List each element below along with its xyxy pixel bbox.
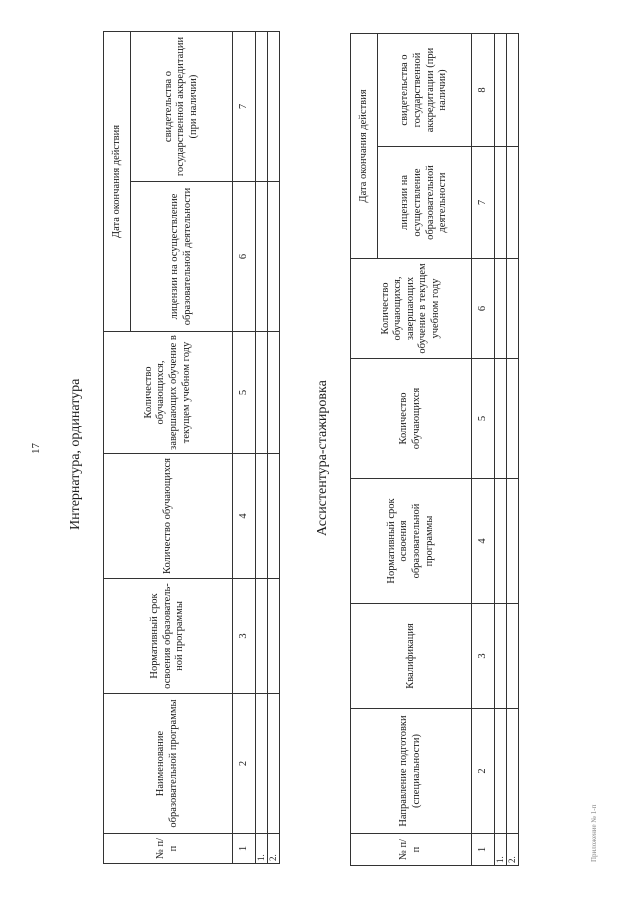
row-label: 1. [495,834,507,866]
header-accreditation: свидетельства о государственной аккредитации (при наличии) [378,34,472,147]
header-students: Количество обучающихся [104,454,233,579]
internship-table-wrap [103,31,280,864]
header-no: № п/п [104,834,233,864]
header-direction: Направление подготовки (специальности) [351,709,472,834]
col-number: 7 [472,147,495,259]
header-qualification: Квалификация [351,604,472,709]
header-license: лицензии на осуществление образовательной деятельности [378,147,472,259]
header-finishing: Количество обучающихся, завершающих обучение в текущем учебном году [351,259,472,359]
row-label: 2. [506,834,518,866]
table-row [506,34,518,866]
col-number: 4 [233,454,256,579]
col-number: 2 [233,694,256,834]
col-number: 1 [233,834,256,864]
row-label: 2. [267,834,279,864]
section-title-internship: Интернатура, ординатура [68,378,83,530]
page-number: 17 [30,443,42,454]
header-normative-term: Нормативный срок освоения образователь-ной программы [104,579,233,694]
col-number: 2 [472,709,495,834]
col-number: 3 [233,579,256,694]
header-expiry-group: Дата окончания действия [104,32,131,332]
table-row [256,32,268,864]
header-no: № п/п [351,834,472,866]
assistantship-table [350,33,519,866]
internship-table [103,31,280,864]
header-students: Количество обучающихся [351,359,472,479]
col-number: 6 [233,182,256,332]
header-expiry-group: Дата окончания действия [351,34,378,259]
header-license: лицензии на осуществление образовательной деятельности [131,182,233,332]
footer-note: Приложение № 1-п [590,804,598,862]
col-number: 5 [233,332,256,454]
col-number: 4 [472,479,495,604]
header-finishing: Количество обучающихся, завершающих обучение в текущем учебном году [104,332,233,454]
col-number: 8 [472,34,495,147]
col-number: 6 [472,259,495,359]
section-title-assistantship: Ассистентура-стажировка [315,380,330,536]
col-number: 7 [233,32,256,182]
assistantship-table-wrap [350,33,519,866]
col-number: 5 [472,359,495,479]
header-normative-term: Нормативный срок освоения образовательной программы [351,479,472,604]
table-row [267,32,279,864]
table-row [495,34,507,866]
header-accreditation: свидетельства о государственной аккредитации (при наличии) [131,32,233,182]
col-number: 1 [472,834,495,866]
col-number: 3 [472,604,495,709]
row-label: 1. [256,834,268,864]
header-program-name: Наименование образовательной программы [104,694,233,834]
